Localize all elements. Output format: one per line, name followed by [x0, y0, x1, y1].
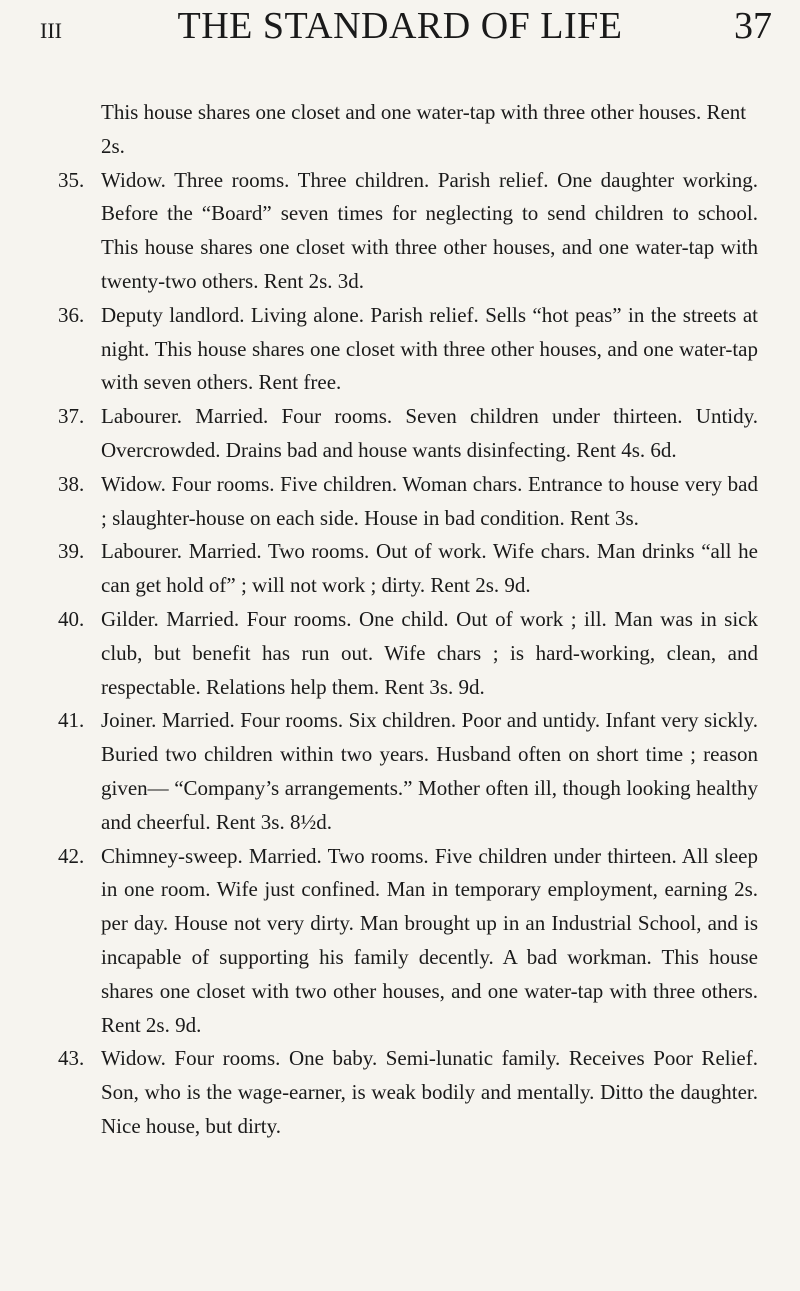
chapter-roman-numeral: III: [40, 18, 62, 43]
household-entry: [58, 1042, 758, 1143]
entry-text: Widow. Four rooms. One baby. Semi-lunatic family. Receives Poor Relief. Son, who is the wage-earner, is weak bodily and mentally. Ditto the daughter. Nice house, but dirty.: [101, 1046, 758, 1138]
household-entry: [58, 164, 758, 299]
entry-text: Labourer. Married. Two rooms. Out of work. Wife chars. Man drinks “all he can get hold of” ; will not work ; dirty. Rent 2s. 9d.: [101, 539, 758, 598]
continuation-paragraph: This house shares one closet and one water-tap with three other houses. Rent 2s.: [101, 100, 747, 158]
entry-text: Chimney-sweep. Married. Two rooms. Five children under thirteen. All sleep in one room. Wife just confined. Man in temporary employment, earning 2s. per day. House not very dirty. Man brought up in an Industrial School, and is incapable of supporting his family decently. A bad workman. This house shares one closet with two other houses, and one water-tap with three others. Rent 2s. 9d.: [101, 843, 758, 1037]
household-entry: [58, 840, 758, 1043]
body-text: [58, 96, 758, 1144]
household-entry: [58, 603, 758, 704]
entry-number: 39.: [58, 539, 85, 564]
entry-text: Joiner. Married. Four rooms. Six children. Poor and untidy. Infant very sickly. Buried two children within two years. Husband often on short time ; reason given— “Company’s arrangements.” Mother often ill, though looking healthy and cheerful. Rent 3s. 8½d.: [101, 708, 758, 834]
household-entry: [58, 704, 758, 839]
entry-text: Gilder. Married. Four rooms. One child. Out of work ; ill. Man was in sick club, but benefit has run out. Wife chars ; is hard-working, clean, and respectable. Relations help them. Rent 3s. 9d.: [101, 606, 758, 699]
entry-text: Widow. Four rooms. Five children. Woman chars. Entrance to house very bad ; slaughter-house on each side. House in bad condition. Rent 3s.: [101, 471, 758, 530]
entry-number: 41.: [58, 708, 85, 733]
running-title: THE STANDARD OF LIFE: [177, 5, 623, 47]
entry-number: 37.: [58, 404, 85, 429]
household-entry: [58, 299, 758, 400]
entry-number: 42.: [58, 843, 85, 868]
entry-text: Deputy landlord. Living alone. Parish relief. Sells “hot peas” in the streets at night. This house shares one closet with three other houses, and one water-tap with seven others. Rent free.: [101, 302, 758, 395]
household-entry: [58, 535, 758, 603]
entry-text: Widow. Three rooms. Three children. Parish relief. One daughter working. Before the “Board” seven times for neglecting to send children to school. This house shares one closet with three other houses, and one water-tap with twenty-two others. Rent 2s. 3d.: [101, 167, 758, 293]
running-head: [20, 4, 780, 50]
household-entry: [58, 400, 758, 468]
entry-number: 38.: [58, 471, 85, 496]
page-number: 37: [734, 5, 772, 47]
household-entry: [58, 468, 758, 536]
entry-number: 36.: [58, 302, 85, 327]
entry-text: Labourer. Married. Four rooms. Seven children under thirteen. Untidy. Overcrowded. Drains bad and house wants disinfecting. Rent 4s. 6d.: [101, 404, 758, 462]
entry-number: 43.: [58, 1046, 85, 1071]
entry-number: 35.: [58, 167, 85, 192]
entry-number: 40.: [58, 606, 85, 631]
